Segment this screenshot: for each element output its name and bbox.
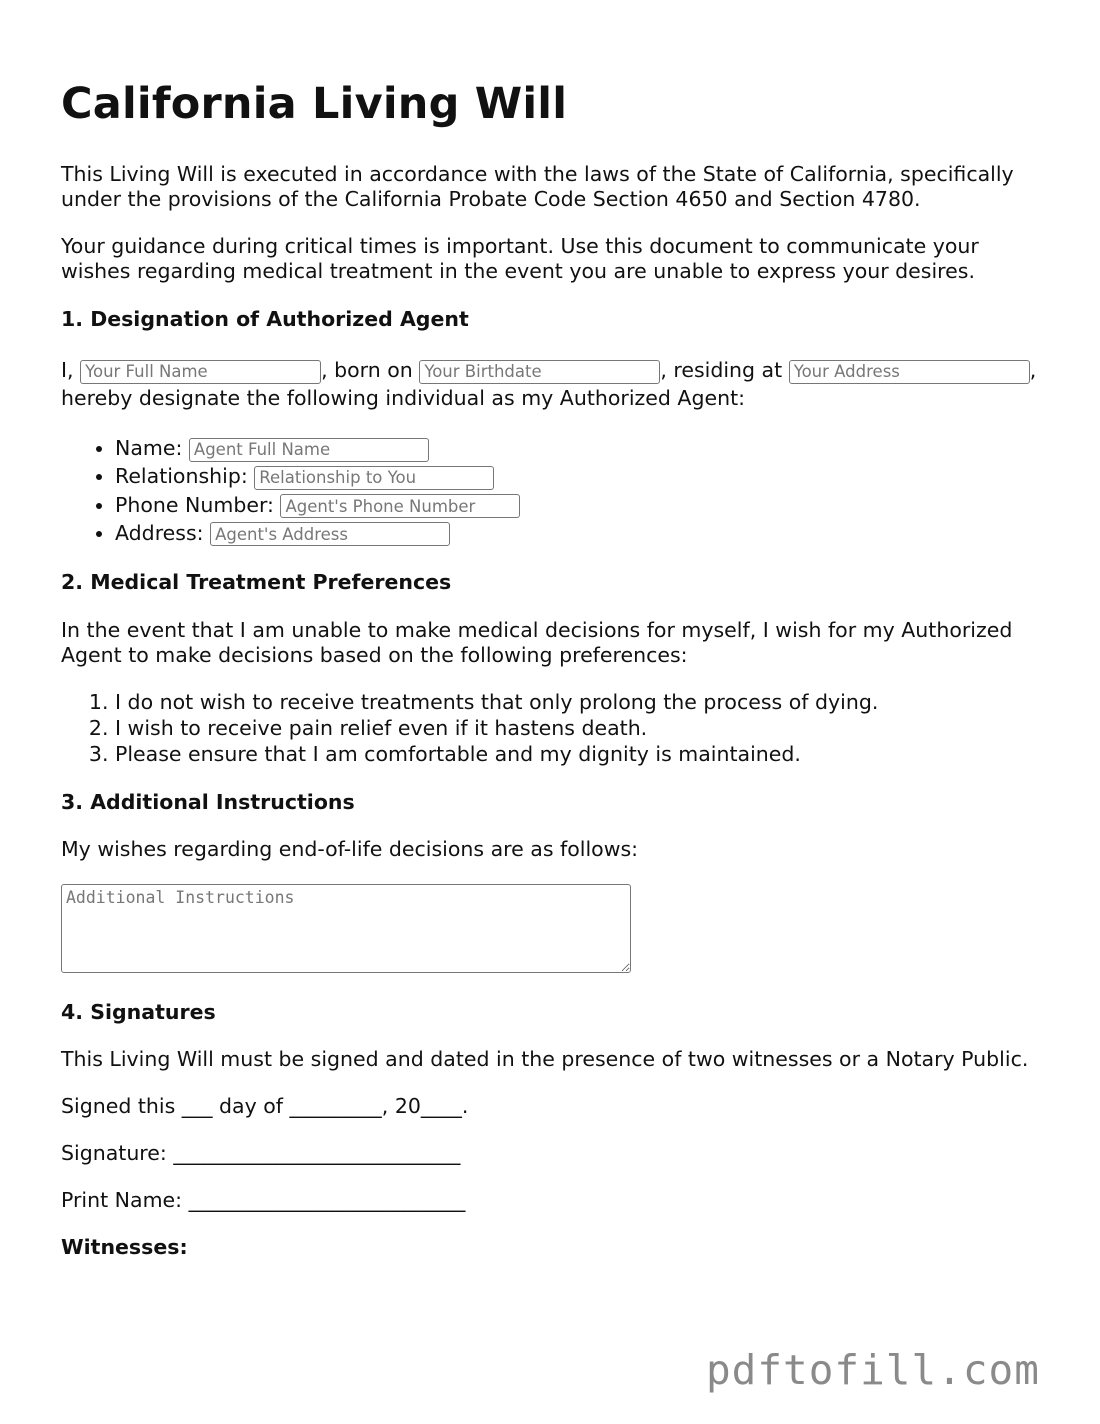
full-name-input[interactable] [80,360,321,384]
agent-address-item [115,519,1041,547]
preference-item: 3. Please ensure that I am comfortable and my dignity is maintained. [115,741,1041,767]
decl-text-i: I, [61,358,74,382]
agent-relationship-label: Relationship: [115,464,248,489]
intro-paragraph-2: Your guidance during critical times is important. Use this document to communicate your wishes regarding medical treatment in the event you are unable to express your desires. [61,234,979,283]
signed-date-line: Signed this ___ day of _________, 20____. [61,1094,469,1119]
agent-address-label: Address: [115,520,204,545]
intro-paragraph-1: This Living Will is executed in accordance with the laws of the State of California, specifically under the provisions of the California Probate Code Section 4650 and Section 4780. [61,162,1014,211]
birthdate-input[interactable] [419,360,660,384]
page-title: California Living Will [61,79,568,129]
agent-relationship-item [115,462,1041,490]
additional-instructions-intro: My wishes regarding end-of-life decisions are as follows: [61,837,639,862]
preference-item: 2. I wish to receive pain relief even if it hastens death. [115,715,1041,741]
agent-phone-input[interactable] [280,494,520,518]
agent-declaration [61,356,1041,412]
preferences-list [61,689,1041,767]
agent-name-item [115,434,1041,462]
agent-name-input[interactable] [189,438,429,462]
section-2-heading: 2. Medical Treatment Preferences [61,570,452,595]
document-page [61,0,1041,1260]
agent-details-list [61,434,1041,547]
address-input[interactable] [789,360,1030,384]
section-1-heading: 1. Designation of Authorized Agent [61,307,469,331]
agent-relationship-input[interactable] [254,466,494,490]
agent-phone-label: Phone Number: [115,492,274,517]
agent-name-label: Name: [115,436,183,460]
print-name-line: Print Name: ___________________________ [61,1188,466,1213]
decl-text-born: , born on [321,358,413,382]
signature-line: Signature: ____________________________ [61,1141,461,1166]
section-4-heading: 4. Signatures [61,1000,216,1025]
agent-phone-item [115,491,1041,519]
preferences-intro: In the event that I am unable to make medical decisions for myself, I wish for my Authorized Agent to make decisions based on the following preferences: [61,618,1013,668]
watermark: pdftofill.com [706,1346,1040,1394]
preference-item: 1. I do not wish to receive treatments that only prolong the process of dying. [115,689,1041,715]
agent-address-input[interactable] [210,522,450,546]
decl-text-residing: , residing at [660,358,783,382]
section-3-heading: 3. Additional Instructions [61,790,355,815]
witnesses-label: Witnesses: [61,1235,188,1260]
decl-text-designate: , hereby designate the following individual as my Authorized Agent: [61,358,1037,410]
signatures-intro: This Living Will must be signed and dated in the presence of two witnesses or a Notary Public. [61,1047,1029,1072]
additional-instructions-textarea[interactable] [61,884,631,973]
